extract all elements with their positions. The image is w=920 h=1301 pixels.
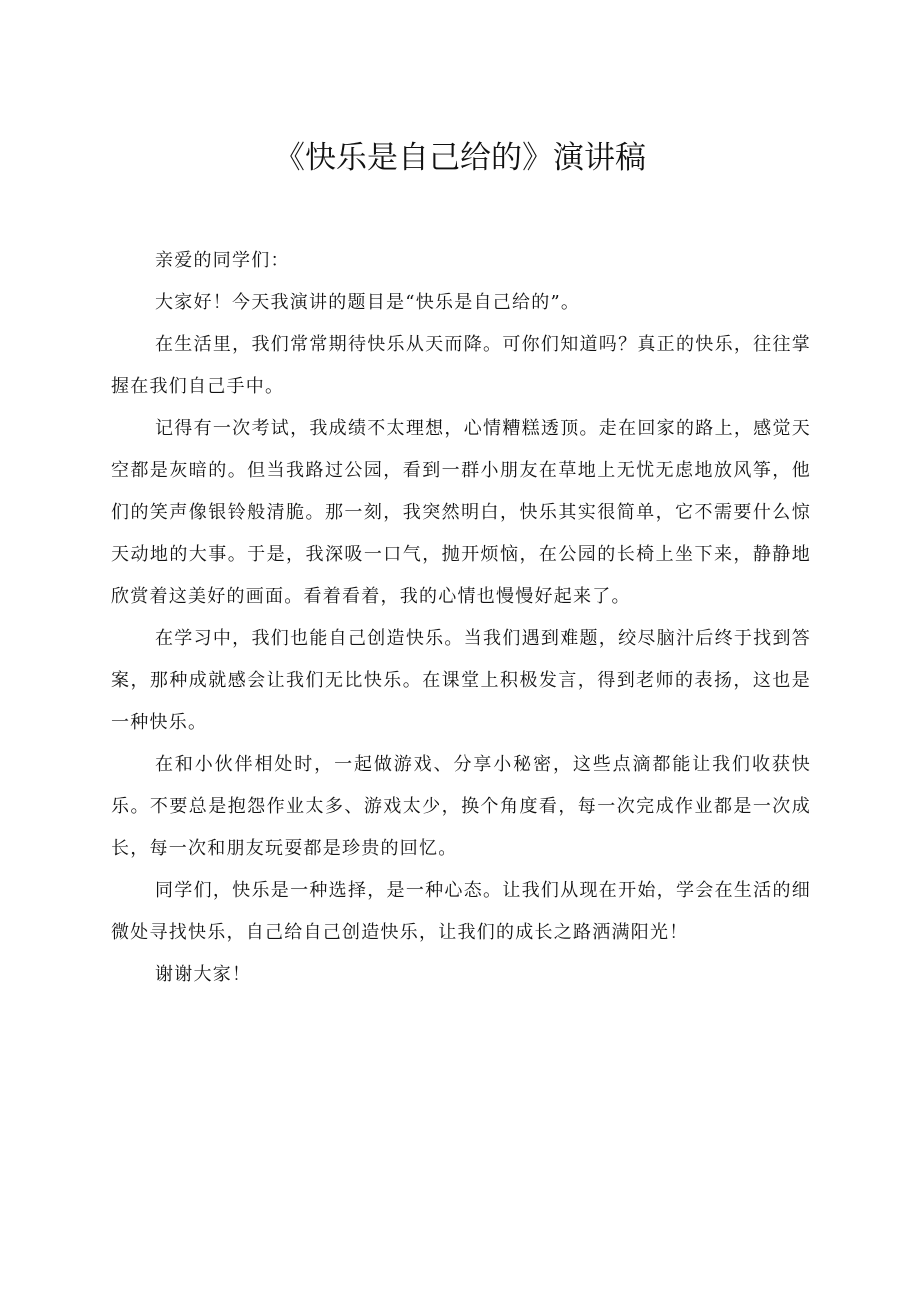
body-paragraph: 在和小伙伴相处时，一起做游戏、分享小秘密，这些点滴都能让我们收获快乐。不要总是抱怨作业太多、游戏太少，换个角度看，每一次完成作业都是一次成长，每一次和朋友玩耍都是珍贵的回忆。 (111, 754, 811, 859)
closing-paragraph: 谢谢大家！ (155, 964, 252, 985)
document-title: 《快乐是自己给的》演讲稿 (274, 140, 646, 176)
body-paragraph: 在生活里，我们常常期待快乐从天而降。可你们知道吗？真正的快乐，往往掌握在我们自己手中。 (111, 334, 811, 397)
salutation-paragraph: 亲爱的同学们： (155, 250, 290, 271)
greeting-paragraph: 大家好！今天我演讲的题目是“快乐是自己给的”。 (155, 292, 581, 313)
body-paragraph: 同学们，快乐是一种选择，是一种心态。让我们从现在开始，学会在生活的细微处寻找快乐，自己给自己创造快乐，让我们的成长之路洒满阳光！ (111, 880, 811, 943)
body-paragraph: 在学习中，我们也能自己创造快乐。当我们遇到难题，绞尽脑汁后终于找到答案，那种成就感会让我们无比快乐。在课堂上积极发言，得到老师的表扬，这也是一种快乐。 (111, 628, 811, 733)
body-paragraph: 记得有一次考试，我成绩不太理想，心情糟糕透顶。走在回家的路上，感觉天空都是灰暗的。但当我路过公园，看到一群小朋友在草地上无忧无虑地放风筝，他们的笑声像银铃般清脆。那一刻，我突然明白，快乐其实很简单，它不需要什么惊天动地的大事。于是，我深吸一口气，抛开烦恼，在公园的长椅上坐下来，静静地欣赏着这美好的画面。看着看着，我的心情也慢慢好起来了。 (111, 418, 811, 607)
document-body (111, 240, 811, 996)
